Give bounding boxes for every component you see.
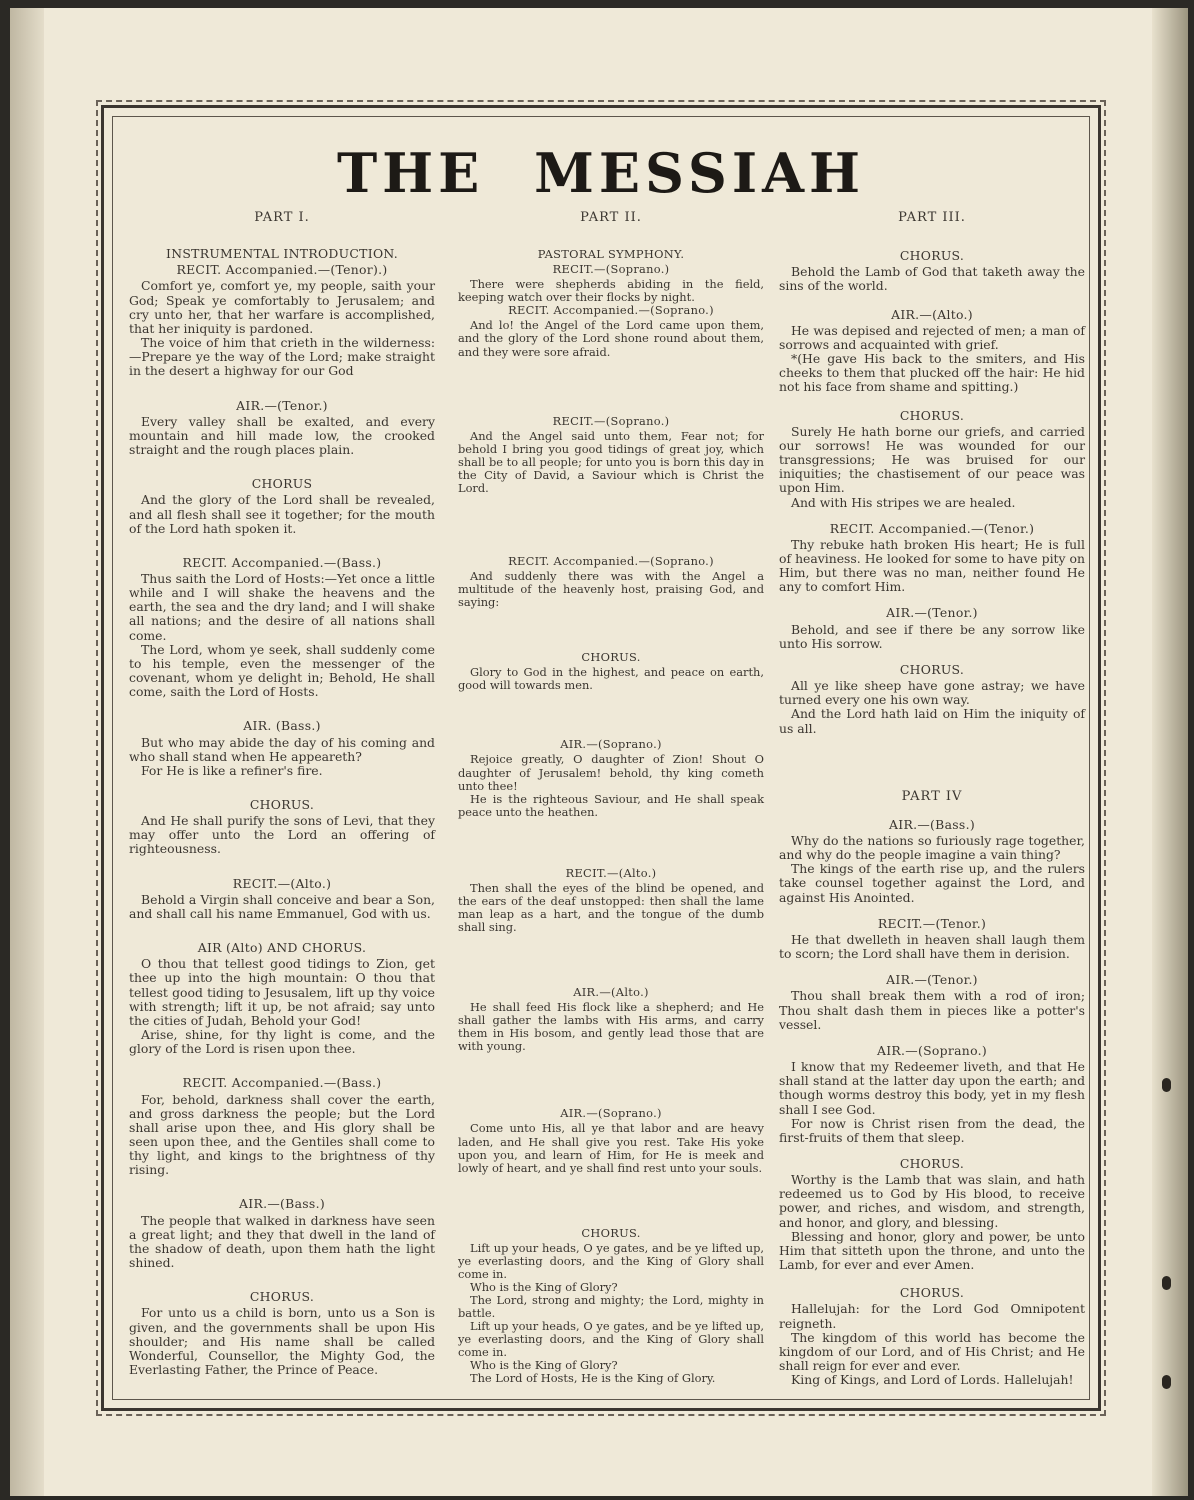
section-heading: RECIT.—(Alto.) [565,865,657,880]
section [129,877,435,921]
section-heading: CHORUS. [249,1289,315,1305]
section [129,719,435,778]
verse-text: He shall feed His flock like a shepherd; and He shall gather the lambs with His arms, and carry them in His bosom, and gently lead those that are with young. [458,1000,764,1054]
section [129,941,435,1056]
section [458,263,764,304]
section [458,738,764,818]
verse-text: The voice of him that crieth in the wilderness:—Prepare ye the way of the Lord; make straight in the desert a highway for our God [129,335,435,379]
verse-text: Who is the King of Glory? [470,1279,618,1294]
verse-text: Behold, and see if there be any sorrow like unto His sorrow. [779,621,1085,651]
verse-text: Surely He hath borne our griefs, and carried our sorrows! He was wounded for our transgressions; He was bruised for our iniquities; the chastisement of our peace was upon Him. [779,423,1085,496]
verse-text: For, behold, darkness shall cover the earth, and gross darkness the people; but the Lord shall arise upon thee, and His glory shall be seen upon thee, and the Gentiles shall come to thy light, and kings to the brightness of thy rising. [129,1091,435,1178]
verse-text: Glory to God in the highest, and peace on earth, good will towards men. [458,665,764,693]
section-heading: CHORUS [251,476,313,492]
verse-text: And the Angel said unto them, Fear not; for behold I bring you good tidings of great joy, which shall be to all people; for unto you is born this day in the City of David, a Saviour which is Christ the Lord. [458,428,764,495]
binding-spine [1152,8,1188,1496]
section [779,973,1085,1032]
verse-text: All ye like sheep have gone astray; we have turned every one his own way. [779,678,1085,708]
program-page [10,8,1188,1496]
section [129,399,435,458]
verse-text: *(He gave His back to the smiters, and His cheeks to them that plucked off the hair: He hid not his face from shame and spitting.) [779,351,1085,395]
section-heading: AIR.—(Alto.) [891,306,973,322]
verse-text: For He is like a refiner's fire. [141,762,323,778]
section [129,556,435,700]
part-label: PART II. [580,210,642,225]
section-heading: RECIT. Accompanied.—(Bass.) [182,554,382,570]
verse-text: Why do the nations so furiously rage together, and why do the people imagine a vain thing? [779,833,1085,863]
section [458,555,764,609]
verse-text: He is the righteous Saviour, and He shall speak peace unto the heathen. [458,791,764,819]
section-heading: RECIT. Accompanied.—(Soprano.) [508,553,714,568]
column-part-1 [129,211,435,1377]
section-heading: INSTRUMENTAL INTRODUCTION. [166,246,398,262]
verse-text: He was depised and rejected of men; a man of sorrows and acquainted with grief. [779,322,1085,352]
verse-text: And the glory of the Lord shall be revealed, and all flesh shall see it together; for the mouth of the Lord hath spoken it. [129,492,435,536]
section-heading: RECIT.—(Soprano.) [552,413,670,428]
part-label: PART I. [254,210,310,225]
section-heading: AIR.—(Soprano.) [876,1042,988,1058]
verse-text: And the Lord hath laid on Him the iniquity of us all. [779,706,1085,736]
section [129,477,435,536]
verse-text: Behold the Lamb of God that taketh away the sins of the world. [779,264,1085,294]
section [129,1290,435,1377]
section [779,409,1085,510]
section [779,606,1085,650]
section [458,304,764,358]
part-label: PART IV [901,788,963,804]
section [779,249,1085,293]
verse-text: Behold a Virgin shall conceive and bear a Son, and shall call his name Emmanuel, God with us. [129,891,435,921]
section [458,1227,764,1386]
verse-text: The Lord, strong and mighty; the Lord, mighty in battle. [458,1293,764,1321]
verse-text: Thus saith the Lord of Hosts:—Yet once a little while and I will shake the heavens and the earth, the sea and the dry land; and I will shake all nations; and the desire of all nations shall come. [129,570,435,643]
content-area [112,116,1090,1400]
section-heading: RECIT. Accompanied.—(Soprano.) [508,303,714,318]
section-heading: RECIT.—(Tenor.) [877,915,987,931]
binding-hole [1162,1375,1171,1389]
verse-text: The people that walked in darkness have seen a great light; and they that dwell in the land of the shadow of death, upon them hath the light shined. [129,1212,435,1271]
section [458,415,764,495]
verse-text: Who is the King of Glory? [470,1358,618,1373]
verse-text: The Lord, whom ye seek, shall suddenly come to his temple, even the messenger of the covenant, whom ye delight in; Behold, He shall come, saith the Lord of Hosts. [129,641,435,700]
section-heading: CHORUS. [899,248,965,264]
verse-text: O thou that tellest good tidings to Zion, get thee up into the high mountain: O thou that tellest good tiding to Jesusalem, lift up thy voice with strength; lift it up, be not afraid; say unto the cities of Judah, Behold your God! [129,956,435,1028]
verse-text: But who may abide the day of his coming and who shall stand when He appeareth? [129,734,435,764]
section [779,917,1085,961]
verse-text: Then shall the eyes of the blind be opened, and the ears of the deaf unstopped: then shall the lame man leap as a hart, and the tongue of the dumb shall sing. [458,880,764,934]
section-heading: AIR.—(Tenor.) [236,397,328,413]
section-heading: AIR.—(Bass.) [889,816,975,832]
section [779,663,1085,736]
section-heading: CHORUS. [581,1225,641,1240]
verse-text: Come unto His, all ye that labor and are heavy laden, and He shall give you rest. Take His yoke upon you, and learn of Him, for He is meek and lowly of heart, and ye shall find rest unto your souls. [458,1121,764,1175]
section-heading: AIR. (Bass.) [243,718,321,734]
verse-text: The kingdom of this world has become the kingdom of our Lord, and of His Christ; and He shall reign for ever and ever. [779,1329,1085,1373]
section-heading: AIR.—(Bass.) [239,1196,325,1212]
section-heading: AIR (Alto) AND CHORUS. [197,940,367,956]
column-part-3-4 [779,211,1085,1387]
verse-text: Thou shall break them with a rod of iron; Thou shalt dash them in pieces like a potter's vessel. [779,988,1085,1032]
verse-text: Lift up your heads, O ye gates, and be ye lifted up, ye everlasting doors, and the King of Glory shall come in. [458,1319,764,1360]
section [779,1044,1085,1145]
section-heading: RECIT.—(Soprano.) [552,262,670,277]
section-heading: AIR.—(Tenor.) [886,972,978,988]
section [779,522,1085,595]
verse-text: And lo! the Angel of the Lord came upon them, and the glory of the Lord shone round about them, and they were sore afraid. [458,318,764,359]
section-heading: CHORUS. [899,661,965,677]
section [129,1076,435,1177]
verse-text: And suddenly there was with the Angel a multitude of the heavenly host, praising God, and saying: [458,569,764,610]
verse-text: Lift up your heads, O ye gates, and be ye lifted up, ye everlasting doors, and the King of Glory shall come in. [458,1240,764,1281]
section-heading: CHORUS. [899,1155,965,1171]
column-part-2 [458,211,764,1385]
section-heading: AIR.—(Alto.) [573,985,649,1000]
verse-text: Every valley shall be exalted, and every mountain and hill made low, the crooked straight and the rough places plain. [129,413,435,458]
section [129,798,435,857]
section [129,263,435,378]
section-heading: CHORUS. [899,407,965,423]
section-heading: RECIT. Accompanied.—(Tenor.) [829,520,1035,536]
verse-text: Thy rebuke hath broken His heart; He is full of heaviness. He looked for some to have pity on Him, but there was no man, neither found He any to comfort Him. [779,536,1085,595]
binding-hole [1162,1078,1171,1092]
section-heading: CHORUS. [581,650,641,665]
verse-text: Arise, shine, for thy light is come, and the glory of the Lord is risen upon thee. [129,1027,435,1057]
section [779,1157,1085,1272]
verse-text: Rejoice greatly, O daughter of Zion! Shout O daughter of Jerusalem! behold, thy king cometh unto thee! [458,752,764,793]
verse-text: There were shepherds abiding in the field, keeping watch over their flocks by night. [458,277,764,305]
verse-text: I know that my Redeemer liveth, and that He shall stand at the latter day upon the earth; and though worms destroy this body, yet in my flesh shall I see God. [779,1059,1085,1117]
page-title: THE MESSIAH [336,141,866,205]
binding-hole [1162,1276,1171,1290]
verse-text: For now is Christ risen from the dead, the first-fruits of them that sleep. [779,1115,1085,1145]
section [779,818,1085,905]
verse-text: The Lord of Hosts, He is the King of Glory. [470,1371,716,1386]
section [458,248,764,261]
section-heading: RECIT. Accompanied.—(Bass.) [182,1075,382,1091]
verse-text: He that dwelleth in heaven shall laugh them to scorn; the Lord shall have them in derision. [779,931,1085,962]
verse-text: King of Kings, and Lord of Lords. Hallelujah! [791,1372,1074,1388]
section-heading: CHORUS. [899,1285,965,1301]
part-label: PART III. [898,210,966,225]
verse-text: Hallelujah: for the Lord God Omnipotent reigneth. [779,1301,1085,1331]
section [458,1107,764,1174]
page-gutter [10,8,44,1496]
verse-text: The kings of the earth rise up, and the rulers take counsel together against the Lord, and against His Anointed. [779,861,1085,905]
section [129,1197,435,1270]
section [458,651,764,692]
verse-text: Comfort ye, comfort ye, my people, saith your God; Speak ye comfortably to Jerusalem; and cry unto her, that her warfare is accomplished, that her iniquity is pardoned. [129,278,435,336]
section-heading: PASTORAL SYMPHONY. [537,247,685,262]
verse-text: And He shall purify the sons of Levi, that they may offer unto the Lord an offering of righteousness. [129,813,435,857]
decorative-border [101,105,1101,1411]
verse-text: And with His stripes we are healed. [791,494,1016,510]
verse-text: Blessing and honor, glory and power, be unto Him that sitteth upon the throne, and unto the Lamb, for ever and ever Amen. [779,1228,1085,1273]
verse-text: Worthy is the Lamb that was slain, and hath redeemed us to God by His blood, to receive power, and riches, and wisdom, and strength, and honor, and glory, and blessing. [779,1172,1085,1230]
section-heading: RECIT.—(Alto.) [232,875,332,891]
section-heading: AIR.—(Soprano.) [560,1106,662,1121]
section [779,308,1085,395]
verse-text: For unto us a child is born, unto us a Son is given, and the governments shall be upon His shoulder; and His name shall be called Wonderful, Counsellor, the Mighty God, the Everlasting Father, the Prince of Peace. [129,1305,435,1377]
section-heading: RECIT. Accompanied.—(Tenor).) [176,262,388,278]
section-heading: AIR.—(Tenor.) [886,605,978,621]
section [458,867,764,934]
section [779,1286,1085,1387]
section-heading: CHORUS. [249,797,315,812]
section-heading: AIR.—(Soprano.) [560,737,662,752]
section [458,986,764,1053]
